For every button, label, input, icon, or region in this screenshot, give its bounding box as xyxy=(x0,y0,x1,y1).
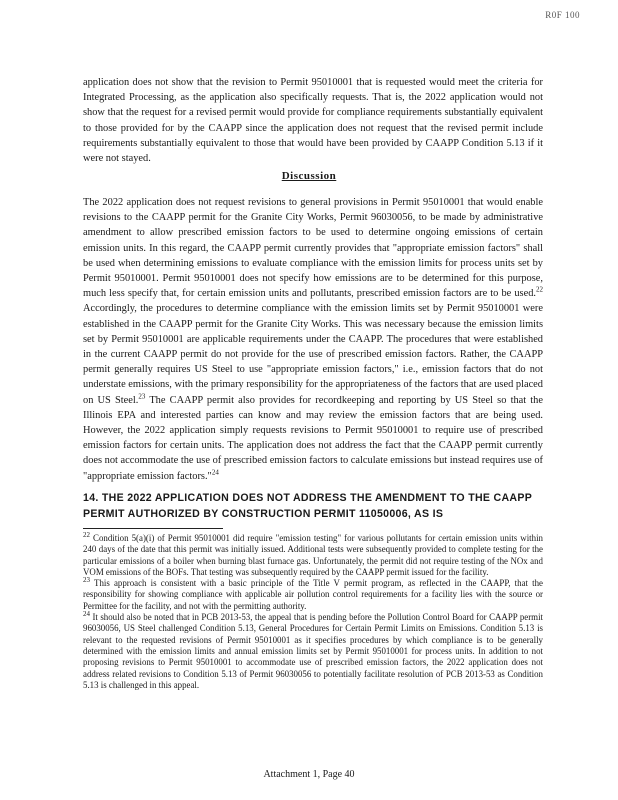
footnotes xyxy=(83,533,543,691)
footnote-mark: 24 xyxy=(83,610,90,619)
footnote-ref-22[interactable]: 22 xyxy=(536,285,543,294)
footnote-mark: 22 xyxy=(83,531,90,540)
footnote-23 xyxy=(83,578,543,612)
paragraph-2-text xyxy=(83,195,543,484)
section-heading: Discussion xyxy=(281,170,337,182)
paragraph-1 xyxy=(83,75,543,166)
paragraph-2-part-3: The CAAPP permit also provides for recordkeeping and reporting by US Steel so that the Illinois EPA and interested parties can know and may review the emission factors that are being used. However, the 2022 application simply requests revisions to Permit 95010001 to require use of prescribed emission factors for certain units. The application does not address the fact that the CAAPP permit currently does not accommodate the use of prescribed emission factors to calculate emissions but instead requires use of "appropriate emission factors." xyxy=(83,394,543,482)
page-footer: Attachment 1, Page 40 xyxy=(263,769,355,780)
footnote-24 xyxy=(83,612,543,691)
paragraph-2-part-1: The 2022 application does not request revisions to general provisions in Permit 95010001 that would enable revisions to the CAAPP permit for the Granite City Works, Permit 96030056, to be made by administrative amendment to allow prescribed emission factors to be used to determine ongoing emissions of certain emission units. In this regard, the CAAPP permit currently provides that "appropriate emission factors" shall be used when determining emissions to evaluate compliance with the emission limits for process units set by Permit 95010001. Permit 95010001 does not specify how emissions are to be determined for this purpose, much less specify that, for certain emission units and pollutants, prescribed emission factors are to be used. xyxy=(83,197,543,300)
numbered-heading-14: 14. THE 2022 APPLICATION DOES NOT ADDRESS THE AMENDMENT TO THE CAAPP PERMIT AUTHORIZED BY CONSTRUCTION PERMIT 11050006, AS IS xyxy=(83,492,532,520)
footnote-mark: 23 xyxy=(83,576,90,585)
footnote-ref-23[interactable]: 23 xyxy=(138,392,146,401)
paragraph-2-part-2: Accordingly, the procedures to determine compliance with the emission limits set by Permit 95010001 were established in the CAAPP permit for the Granite City Works. This was necessary because the emission limits set by Permit 95010001 are applicable requirements under the CAAPP. The procedures that were established in the current CAAPP permit do not provide for the use of prescribed emission factors. Rather, the CAAPP permit generally requires US Steel to use "appropriate emission factors," i.e., emission factors that do not understate emissions, with the primary responsibility for the appropriateness of the factors that are used placed on US Steel. xyxy=(83,303,543,406)
document-id: R0F 100 xyxy=(545,10,580,20)
footnote-ref-24[interactable]: 24 xyxy=(211,468,219,477)
footnote-text: Condition 5(a)(i) of Permit 95010001 did require "emission testing" for various pollutants for certain emission units within 240 days of the date that this permit was initially issued. Additional tests were subsequently provided to complete testing for the particular emissions of a boiler when burning blast furnace gas. Unfortunately, the permit did not require testing of the NOx and VOM emissions of the BOFs. That testing was subsequently required by the CAAPP permit issued for the facility. xyxy=(83,533,543,577)
paragraph-1-text: application does not show that the revision to Permit 95010001 that is requested would meet the criteria for Integrated Processing, as the application also specifically requests. That is, the 2022 application would not show that the request for a revised permit would provide for compliance requirements substantially equivalent to those provided for by the CAAPP since the application does not request that the revised permit include requirements substantially equivalent to those that would have been provided by CAAPP Condition 5.13 if it were not stayed. xyxy=(83,77,543,165)
footnote-22 xyxy=(83,533,543,578)
footnote-text: It should also be noted that in PCB 2013-53, the appeal that is pending before the Pollution Control Board for CAAPP permit 96030056, US Steel challenged Condition 5.13, General Procedures for Certain Permit Limits on Emissions. Condition 5.13 is relevant to the requested revisions of Permit 95010001 as it specifies procedures by which compliance is to be generally determined with the emission limits and annual emission limits set by Permit 95010001 for process units. In addition to not proposing revisions to Permit 95010001 to accommodate use of prescribed emission factors, the 2022 application does not address related revisions to Condition 5.13 of Permit 96030056 to potentially facilitate resolution of PCB 2013-53 as Condition 5.13 is challenged in this appeal. xyxy=(83,612,543,690)
paragraph-2 xyxy=(83,195,543,484)
footnote-text: This approach is consistent with a basic principle of the Title V permit program, as reflected in the CAAPP, that the responsibility for showing compliance with applicable air pollution control requirements for a facility lies with the source or Permittee for the facility, and not with the permitting authority. xyxy=(83,578,543,611)
footnote-divider xyxy=(83,528,223,529)
